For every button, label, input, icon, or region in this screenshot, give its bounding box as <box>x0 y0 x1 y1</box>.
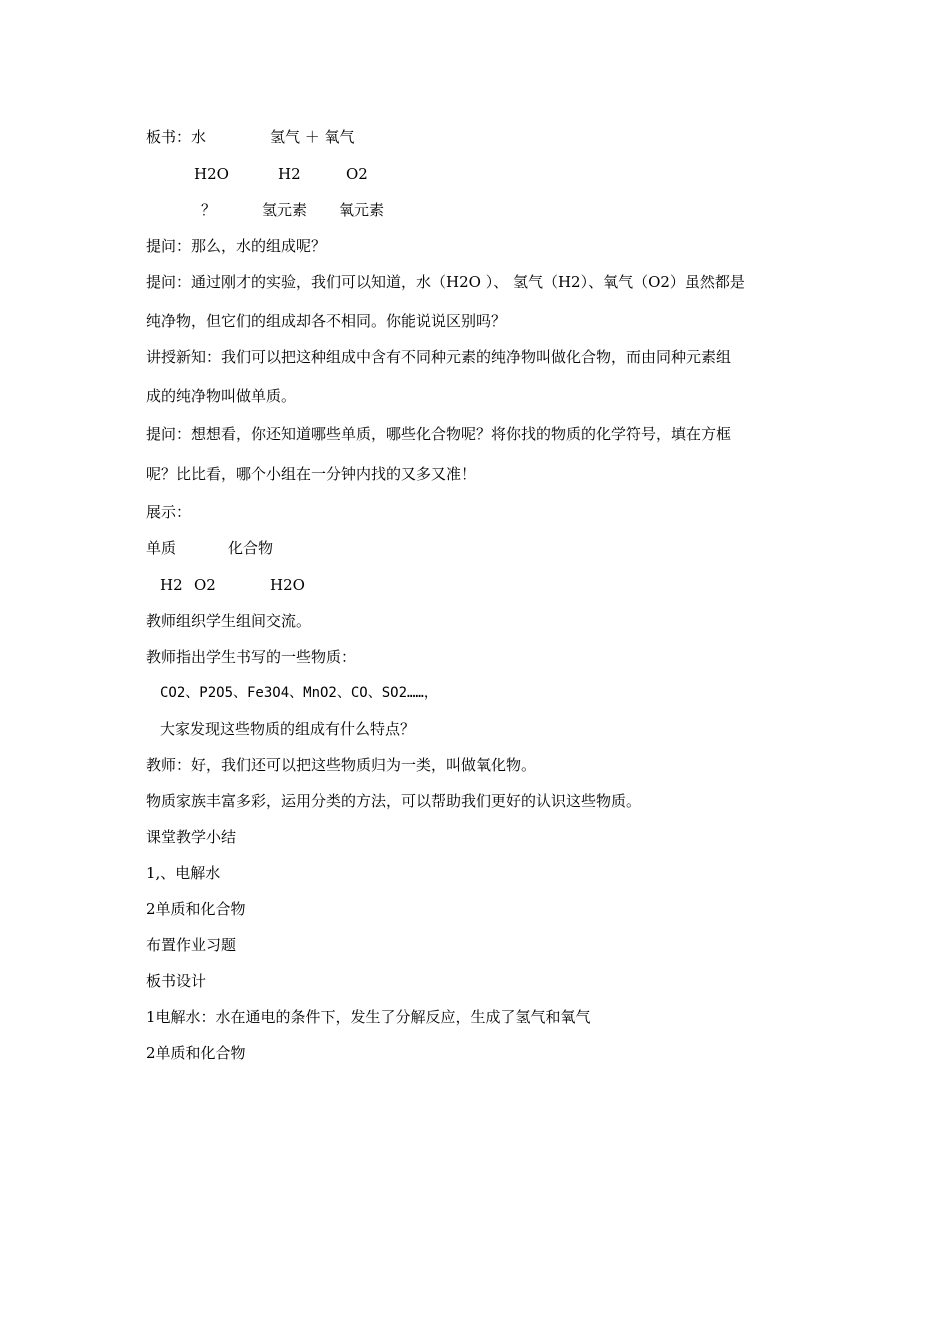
teacher-point-out: 教师指出学生书写的一些物质： <box>146 648 357 666</box>
summary-heading: 课堂教学小结 <box>146 828 237 846</box>
unknown-mark: ？ <box>201 201 217 219</box>
new-knowledge-line-1: 讲授新知：我们可以把这种组成中含有不同种元素的纯净物叫做化合物，而由同种元素组 <box>146 348 732 366</box>
formula-hydrogen: H2 <box>278 165 301 183</box>
question-2-line-1: 提问：通过刚才的实验，我们可以知道，水（H2O ）、 氢气（H2）、氧气（O2）虽然都是 <box>146 273 745 291</box>
question-3-line-1: 提问：想想看，你还知道哪些单质，哪些化合物呢？将你找的物质的化学符号，填在方框 <box>146 425 732 443</box>
category-element: 单质 <box>146 539 177 557</box>
board-products: 氢气 ＋ 氧气 <box>270 128 355 146</box>
example-h2: H2 <box>160 576 183 594</box>
discussion-question: 大家发现这些物质的组成有什么特点？ <box>160 720 416 738</box>
board-design-item-1: 1电解水：水在通电的条件下，发生了分解反应，生成了氢气和氧气 <box>146 1008 591 1026</box>
teacher-oxide: 教师：好，我们还可以把这些物质归为一类，叫做氧化物。 <box>146 756 537 774</box>
teacher-organize: 教师组织学生组间交流。 <box>146 612 312 630</box>
board-design-item-2: 2单质和化合物 <box>146 1044 246 1062</box>
formula-water: H2O <box>194 165 229 183</box>
new-knowledge-line-2: 成的纯净物叫做单质。 <box>146 387 297 405</box>
substance-list: CO2、P2O5、Fe3O4、MnO2、CO、SO2……， <box>160 685 438 701</box>
summary-item-1: 1,、电解水 <box>146 864 221 882</box>
question-3-line-2: 呢？比比看，哪个小组在一分钟内找的又多又准！ <box>146 465 477 483</box>
homework-heading: 布置作业习题 <box>146 936 237 954</box>
question-1: 提问：那么，水的组成呢？ <box>146 237 327 255</box>
hydrogen-element: 氢元素 <box>262 201 308 219</box>
board-design-heading: 板书设计 <box>146 972 207 990</box>
show-label: 展示： <box>146 503 192 521</box>
example-o2: O2 <box>194 576 216 594</box>
formula-oxygen: O2 <box>346 165 368 183</box>
example-h2o: H2O <box>270 576 305 594</box>
oxygen-element: 氧元素 <box>339 201 385 219</box>
board-label: 板书：水 <box>146 128 207 146</box>
classification-note: 物质家族丰富多彩，运用分类的方法，可以帮助我们更好的认识这些物质。 <box>146 792 642 810</box>
category-compound: 化合物 <box>228 539 274 557</box>
summary-item-2: 2单质和化合物 <box>146 900 246 918</box>
question-2-line-2: 纯净物，但它们的组成却各不相同。你能说说区别吗？ <box>146 312 507 330</box>
